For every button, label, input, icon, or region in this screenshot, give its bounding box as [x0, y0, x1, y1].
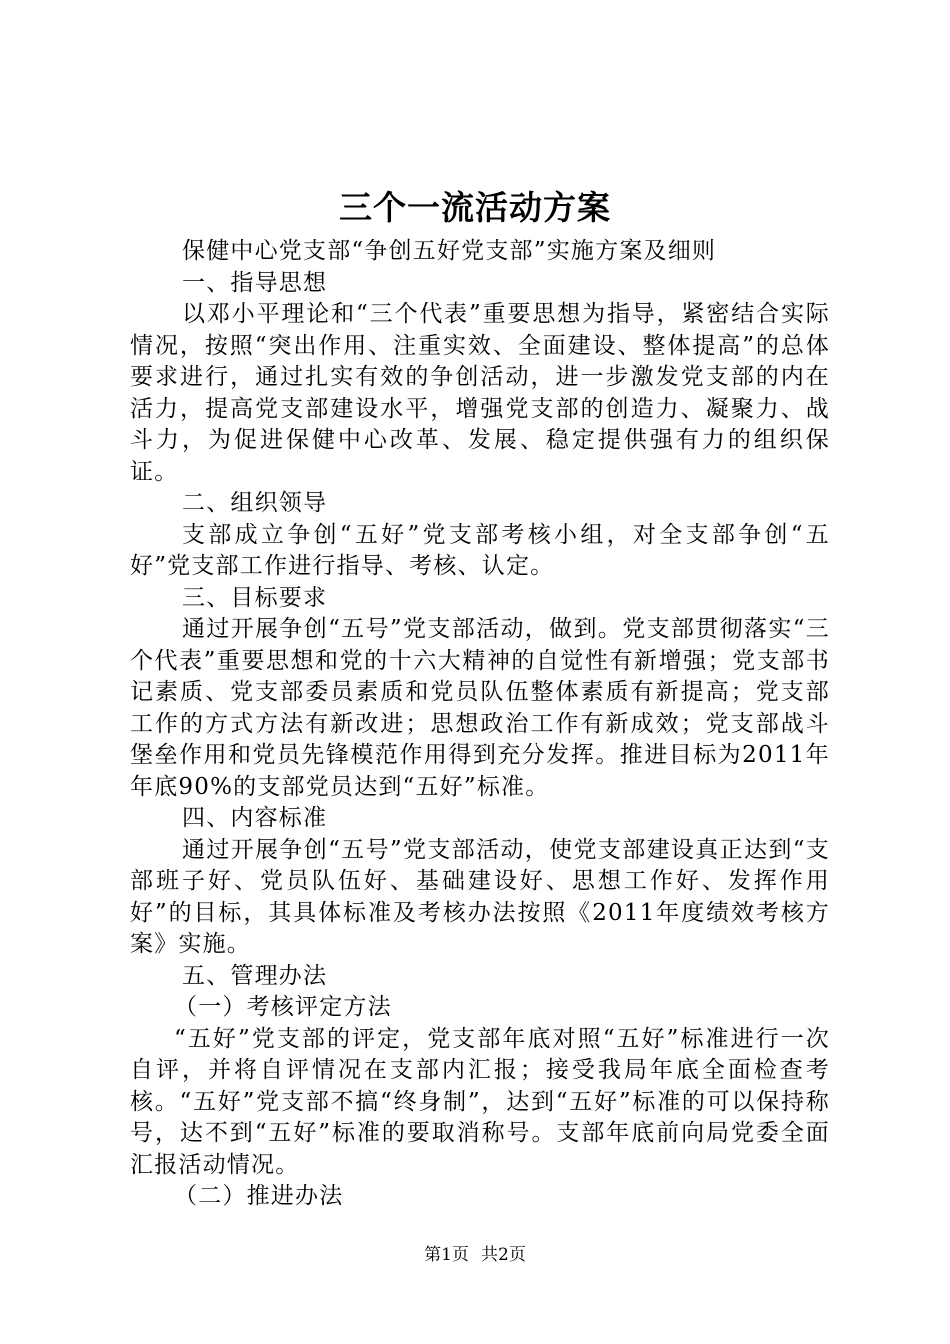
document-body: [130, 236, 830, 1213]
document-title: 三个一流活动方案: [339, 188, 611, 227]
page-footer: [0, 1244, 950, 1266]
paragraph-assessment: “五好”党支部的评定，党支部年底对照“五好”标准进行一次自评，并将自评情况在支部内汇报；接受我局年底全面检查考核。“五好”党支部不搞“终身制”，达到“五好”标准的可以保持称号，达不到“五好”标准的要取消称号。支部年底前向局党委全面汇报活动情况。: [130, 1025, 830, 1178]
paragraph-content-standards: 通过开展争创“五号”党支部活动，使党支部建设真正达到“支部班子好、党员队伍好、基础建设好、思想工作好、发挥作用好”的目标，其具体标准及考核办法按照《2011年度绩效考核方案》实施。: [130, 836, 830, 957]
section-heading-guiding-ideology: 一、指导思想: [182, 269, 328, 296]
page-total: 共2页: [481, 1245, 526, 1265]
section-heading-organization: 二、组织领导: [182, 490, 328, 516]
subsection-heading-promotion: （二）推进办法: [174, 1183, 344, 1209]
section-heading-content-standards: 四、内容标准: [182, 805, 328, 831]
paragraph-guiding-ideology: 以邓小平理论和“三个代表”重要思想为指导，紧密结合实际情况，按照“突出作用、注重实效、全面建设、整体提高”的总体要求进行，通过扎实有效的争创活动，进一步激发党支部的内在活力，提高党支部建设水平，增强党支部的创造力、凝聚力、战斗力，为促进保健中心改革、发展、稳定提供强有力的组织保证。: [130, 301, 830, 485]
page-number: 第1页: [424, 1245, 469, 1265]
subsection-heading-assessment: （一）考核评定方法: [174, 994, 392, 1020]
paragraph-goals: 通过开展争创“五号”党支部活动，做到。党支部贯彻落实“三个代表”重要思想和党的十六大精神的自觉性有新增强；党支部书记素质、党支部委员素质和党员队伍整体素质有新提高；党支部工作的方式方法有新改进；思想政治工作有新成效；党支部战斗堡垒作用和党员先锋模范作用得到充分发挥。推进目标为2011年年底90%的支部党员达到“五好”标准。: [130, 616, 830, 800]
section-heading-goals: 三、目标要求: [182, 584, 328, 611]
paragraph-subtitle: 保健中心党支部“争创五好党支部”实施方案及细则: [182, 238, 717, 264]
paragraph-organization: 支部成立争创“五好”党支部考核小组，对全支部争创“五好”党支部工作进行指导、考核、认定。: [130, 521, 830, 579]
section-heading-management: 五、管理办法: [182, 962, 328, 989]
